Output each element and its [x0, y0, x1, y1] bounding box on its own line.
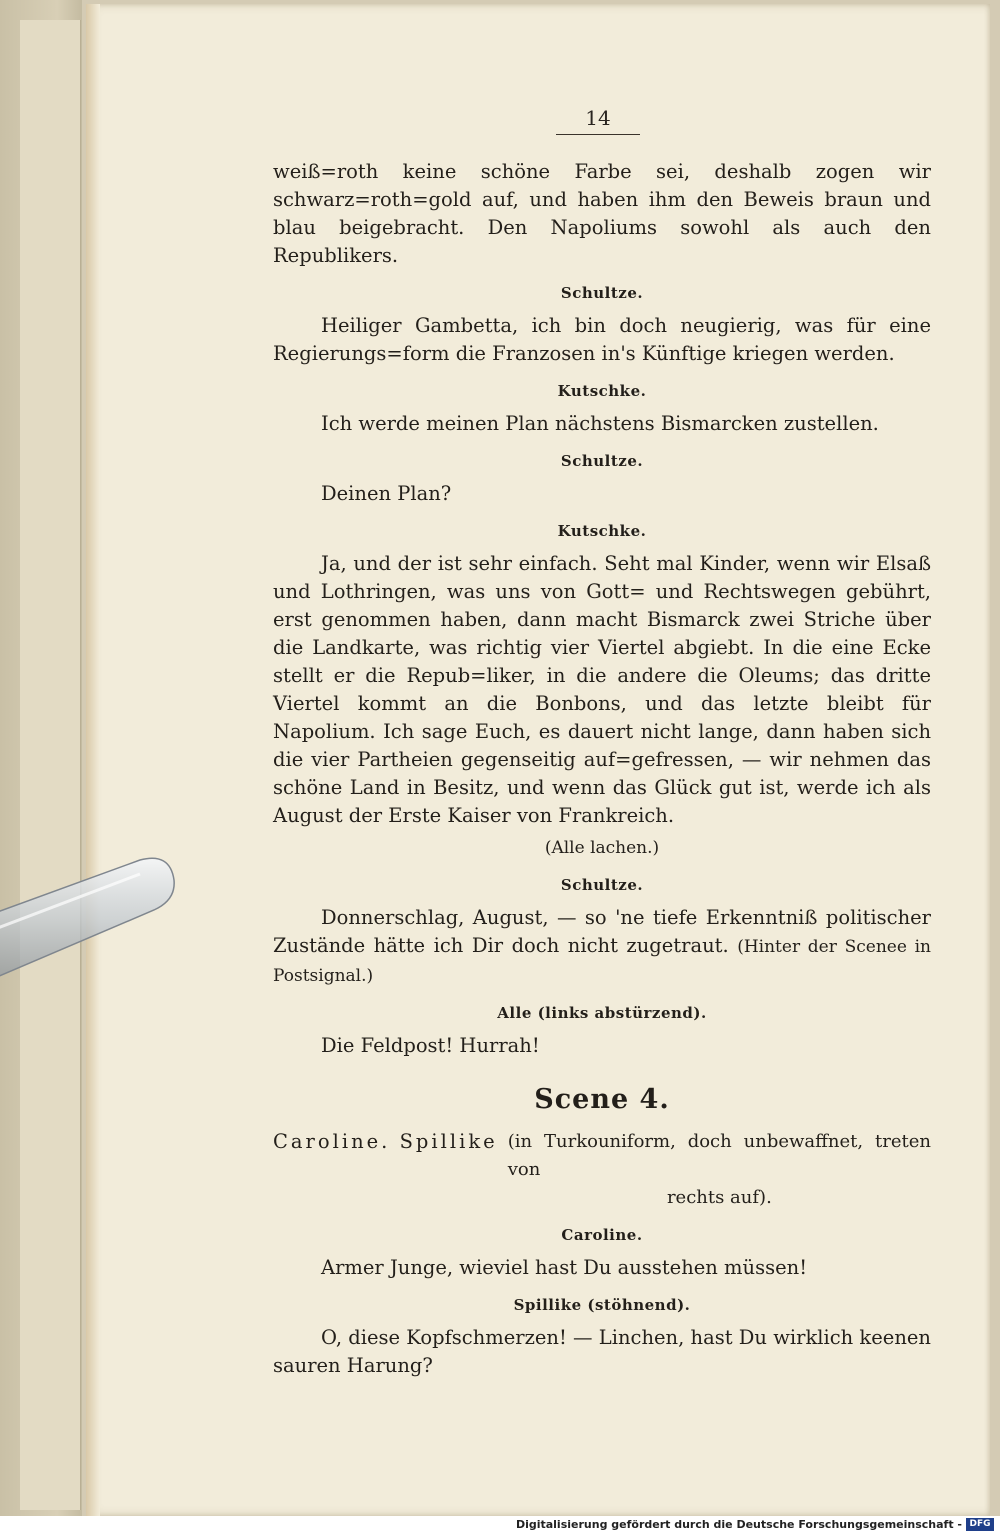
speaker-heading: Schultze.	[560, 452, 644, 470]
paragraph: weiß=roth keine schöne Farbe sei, deshalb zogen wir schwarz=roth=gold auf, und haben ihm den Beweis braun und blau beigebracht. Den Napoliums sowohl als auch den Republikers.	[273, 160, 931, 267]
footer-credit: Digitalisierung gefördert durch die Deutsche Forschungsgemeinschaft -	[515, 1518, 962, 1531]
paragraph: Deinen Plan?	[321, 482, 452, 505]
stage-direction: (Hinter der Scenee in Postsignal.)	[273, 937, 932, 986]
paragraph: Ja, und der ist sehr einfach. Seht mal Kinder, wenn wir Elsaß und Lothringen, was uns von Gott= und Rechtswegen gebührt, erst genommen haben, dann macht Bismarck zwei Striche über die Landkarte, was richtig vier Viertel abgiebt. In die eine Ecke stellt er die Repub=liker, in die andere die Oleums; das dritte Viertel kommt an die Bonbons, und das letzte bleibt für Napolium. Ich sage Euch, es dauert nicht lange, dann haben sich die vier Partheien gegenseitig auf=gefressen, — wir nehmen das schöne Land in Besitz, und wenn das Glück gut ist, werde ich als August der Erste Kaiser von Frankreich.	[273, 552, 931, 827]
cast-stage-end: rechts auf).	[666, 1187, 772, 1208]
speaker-heading: Kutschke.	[557, 522, 647, 540]
speaker-heading: Caroline.	[561, 1226, 643, 1244]
speaker-heading: Alle (links abstürzend).	[497, 1004, 707, 1022]
cover-board	[20, 20, 81, 1510]
paragraph: O, diese Kopfschmerzen! — Linchen, hast Du wirklich keenen sauren Harung?	[273, 1326, 931, 1377]
cast-stage-text: (in Turkouniform, doch unbewaffnet, treten von	[507, 1131, 931, 1180]
page-gutter-shadow	[86, 4, 100, 1516]
paragraph: Armer Junge, wieviel hast Du ausstehen müssen!	[321, 1256, 808, 1279]
paragraph: Heiliger Gambetta, ich bin doch neugierig, was für eine Regierungs=form die Franzosen in's Künftige kriegen werden.	[273, 314, 931, 365]
speaker-heading: Schultze.	[560, 284, 644, 302]
speaker-heading: Spillike (stöhnend).	[513, 1296, 691, 1314]
speaker-heading: Schultze.	[560, 876, 644, 894]
page-number: 14	[556, 106, 640, 135]
paragraph: Ich werde meinen Plan nächstens Bismarcken zustellen.	[321, 412, 879, 435]
cast-stage-direction	[508, 1128, 931, 1212]
page-text	[273, 158, 931, 1380]
footer	[0, 1516, 1000, 1533]
dfg-logo: DFG	[966, 1518, 994, 1531]
speaker-heading: Kutschke.	[557, 382, 647, 400]
cast-names: Caroline. Spillike	[273, 1130, 498, 1153]
cast-list	[273, 1128, 931, 1212]
scene-title: Scene 4.	[534, 1084, 670, 1115]
paragraph	[273, 904, 931, 990]
paragraph: Die Feldpost! Hurrah!	[321, 1034, 540, 1057]
book-cover-edge	[0, 0, 82, 1533]
stage-direction: (Alle lachen.)	[544, 838, 660, 858]
paragraph-text: Donnerschlag, August, — so 'ne tiefe Erkenntniß politischer Zustände hätte ich Dir doch nicht zugetraut.	[273, 906, 931, 957]
